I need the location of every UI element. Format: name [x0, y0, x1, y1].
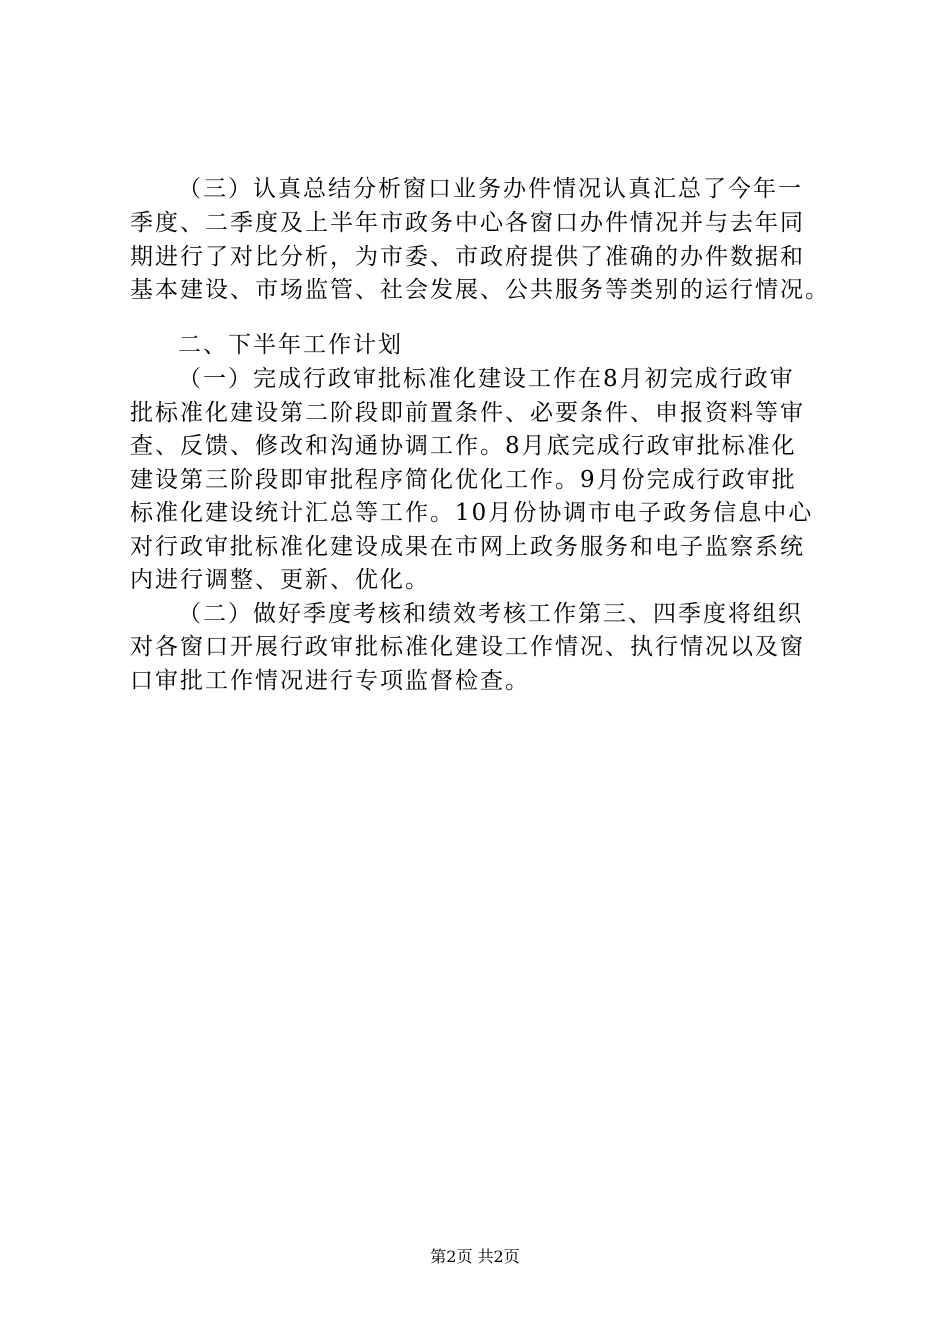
plan-1-line-4: 建设第三阶段即审批程序简化优化工作。9月份完成行政审批 — [130, 467, 797, 493]
paragraph-3-line-3: 期进行了对比分析，为市委、市政府提供了准确的办件数据和 — [130, 244, 805, 270]
plan-2-line-2: 对各窗口开展行政审批标准化建设工作情况、执行情况以及窗 — [130, 634, 805, 660]
plan-2-line-3: 口审批工作情况进行专项监督检查。 — [130, 668, 530, 694]
plan-1-line-6: 对行政审批标准化建设成果在市网上政务服务和电子监察系统 — [130, 534, 805, 560]
paragraph-3-line-4: 基本建设、市场监管、社会发展、公共服务等类别的运行情况。 — [130, 277, 830, 303]
plan-2-line-1: （二）做好季度考核和绩效考核工作第三、四季度将组织 — [178, 601, 803, 627]
section-heading-plan: 二、下半年工作计划 — [178, 332, 403, 358]
paragraph-3-line-2: 季度、二季度及上半年市政务中心各窗口办件情况并与去年同 — [130, 210, 805, 236]
plan-1-line-1: （一）完成行政审批标准化建设工作在8月初完成行政审 — [178, 366, 795, 392]
plan-1-line-2: 批标准化建设第二阶段即前置条件、必要条件、申报资料等审 — [130, 400, 805, 426]
plan-1-line-5: 标准化建设统计汇总等工作。10月份协调市电子政务信息中心 — [130, 500, 814, 526]
paragraph-3-line-1: （三）认真总结分析窗口业务办件情况认真汇总了今年一 — [178, 176, 803, 202]
page-number-footer: 第2页 共2页 — [430, 1247, 520, 1266]
plan-1-line-3: 查、反馈、修改和沟通协调工作。8月底完成行政审批标准化 — [130, 433, 797, 459]
plan-1-line-7: 内进行调整、更新、优化。 — [130, 567, 430, 593]
